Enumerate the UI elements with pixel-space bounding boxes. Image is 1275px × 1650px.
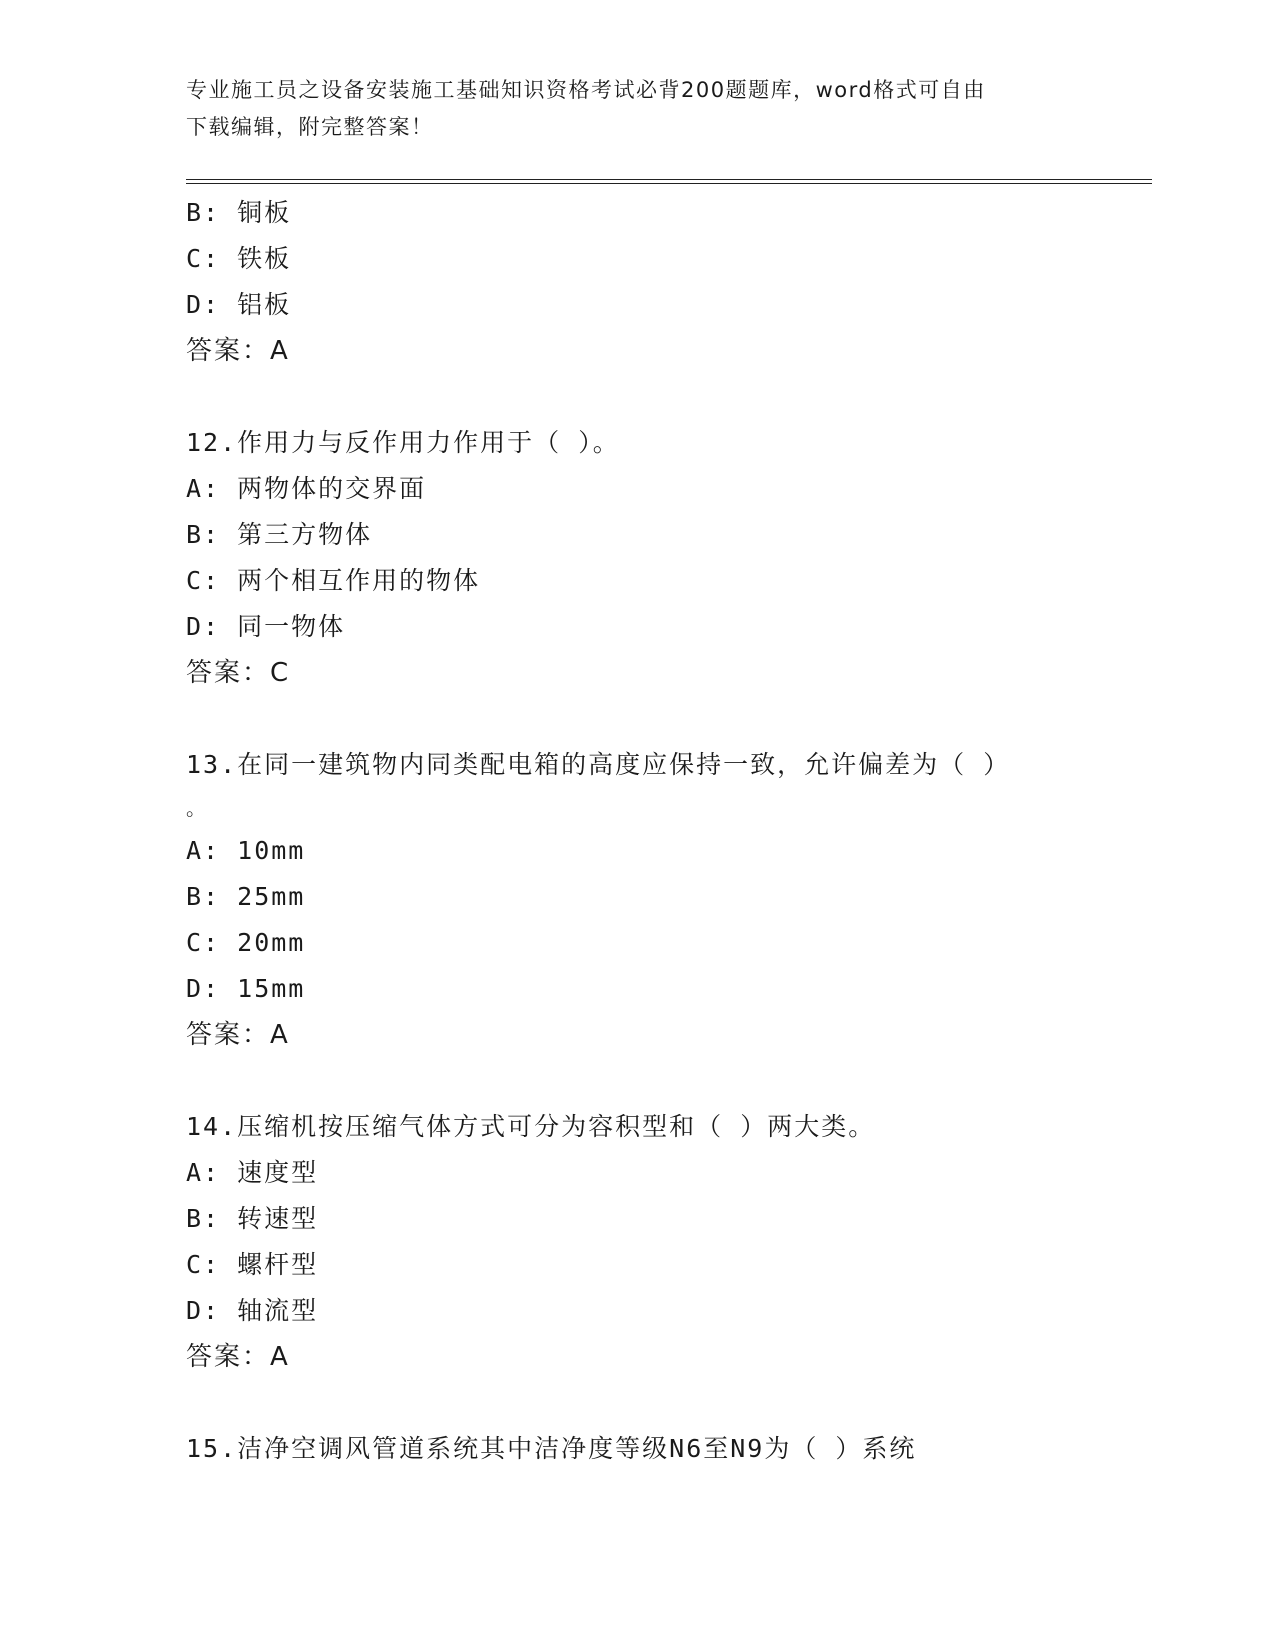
question-15 xyxy=(186,1426,1086,1472)
question-stem: 12.作用力与反作用力作用于（ ）。 xyxy=(186,428,620,457)
question-12 xyxy=(186,420,1086,696)
option-c: C: 铁板 xyxy=(186,244,292,273)
question-13 xyxy=(186,742,1086,1058)
option-d: D: 15mm xyxy=(186,974,306,1003)
question-stem: 14.压缩机按压缩气体方式可分为容积型和（ ）两大类。 xyxy=(186,1112,876,1141)
question-stem: 13.在同一建筑物内同类配电箱的高度应保持一致，允许偏差为（ ） xyxy=(186,750,1011,779)
spacer xyxy=(186,696,1086,742)
document-header xyxy=(186,72,1066,146)
spacer xyxy=(186,374,1086,420)
spacer xyxy=(186,1058,1086,1104)
answer: 答案：A xyxy=(186,1020,290,1050)
question-list xyxy=(186,190,1086,1472)
question-14 xyxy=(186,1104,1086,1380)
question-stem: 15.洁净空调风管道系统其中洁净度等级N6至N9为（ ）系统 xyxy=(186,1434,917,1463)
option-d: D: 同一物体 xyxy=(186,612,346,641)
header-rule-bottom xyxy=(186,183,1152,184)
option-b: B: 铜板 xyxy=(186,198,292,227)
option-c: C: 螺杆型 xyxy=(186,1250,319,1279)
option-a: A: 速度型 xyxy=(186,1158,319,1187)
spacer xyxy=(186,1380,1086,1426)
header-line-1: 专业施工员之设备安装施工基础知识资格考试必背200题题库，word格式可自由 xyxy=(186,78,986,102)
option-c: C: 两个相互作用的物体 xyxy=(186,566,481,595)
option-d: D: 轴流型 xyxy=(186,1296,319,1325)
answer: 答案：A xyxy=(186,336,290,366)
option-a: A: 10mm xyxy=(186,836,306,865)
header-rule-top xyxy=(186,179,1152,180)
header-line-2: 下载编辑，附完整答案！ xyxy=(186,115,434,139)
question-11 xyxy=(186,190,1086,374)
option-d: D: 铝板 xyxy=(186,290,292,319)
option-b: B: 25mm xyxy=(186,882,306,911)
option-b: B: 转速型 xyxy=(186,1204,319,1233)
answer: 答案：C xyxy=(186,658,291,688)
option-b: B: 第三方物体 xyxy=(186,520,373,549)
option-c: C: 20mm xyxy=(186,928,306,957)
answer: 答案：A xyxy=(186,1342,290,1372)
question-stem-tail: 。 xyxy=(186,796,208,820)
option-a: A: 两物体的交界面 xyxy=(186,474,427,503)
